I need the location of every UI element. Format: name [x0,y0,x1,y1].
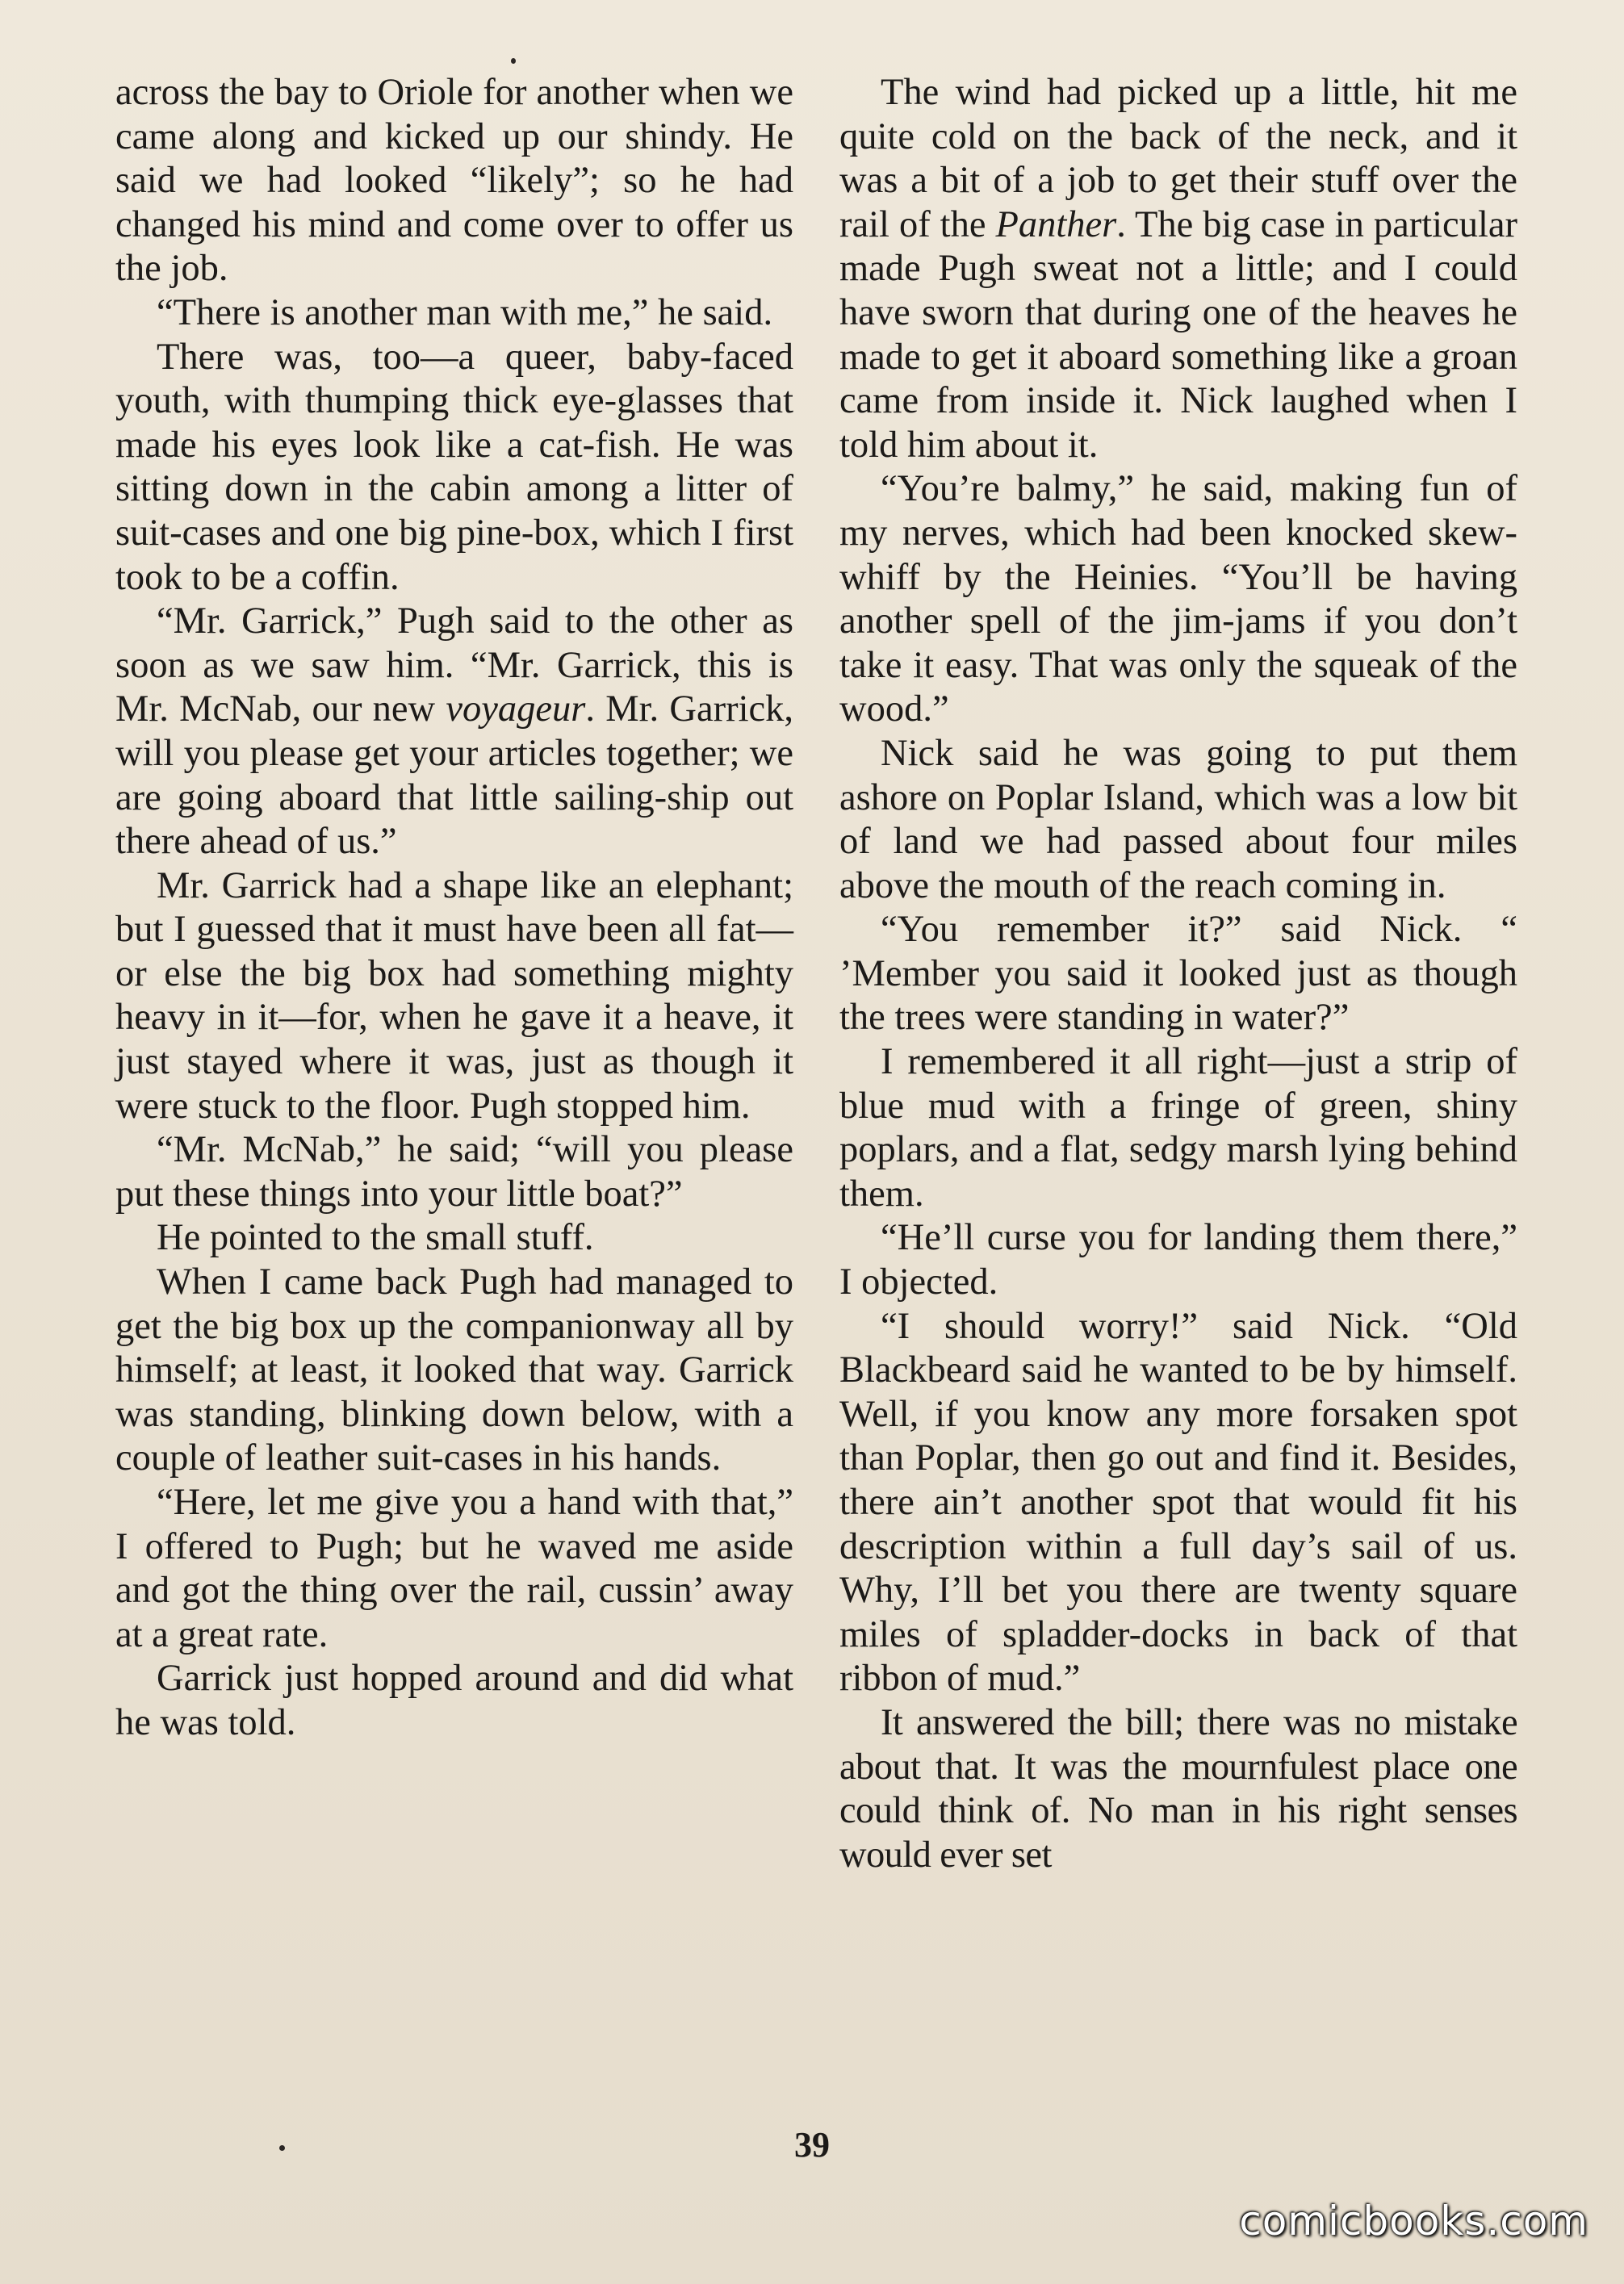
paragraph: He pointed to the small stuff. [157,1217,594,1259]
text-run: The wind had picked up a little, hit me quite cold on the back of the neck, and it was a bit of a job to get their stuff over the rail of the [839,72,1517,245]
paragraph [839,71,1517,467]
italic-word: voyageur [446,688,586,730]
paragraph: “There is another man with me,” he said. [157,291,773,333]
left-column [115,71,793,1746]
paragraph: I remembered it all right—just a strip of blue mud with a fringe of green, shiny poplars, and a flat, sedgy marsh lying behind them. [839,1041,1517,1215]
paragraph: Mr. Garrick had a shape like an elephant; but I guessed that it must have been all fat—or else the big box had something mighty heavy in it—for, when he gave it a heave, it just stayed where it was, just as though it were stuck to the floor. Pugh stopped him. [115,864,793,1127]
paragraph: “You’re balmy,” he said, making fun of my nerves, which had been knocked skew-whiff by the Heinies. “You’ll be having another spell of the jim-jams if you don’t take it easy. That was only the squeak of the wood.” [839,468,1517,730]
paragraph: “I should worry!” said Nick. “Old Blackbeard said he wanted to be by himself. Well, if you know any more forsaken spot than Poplar, then go out and find it. Besides, there ain’t another spot that would fit his description within a full day’s sail of us. Why, I’ll bet you there are twenty square miles of spladder-docks in back of that ribbon of mud.” [839,1305,1517,1700]
paragraph: There was, too—a queer, baby-faced youth, with thumping thick eye-glasses that made his eyes look like a cat-fish. He was sitting down in the cabin among a litter of suit-cases and one big pine-box, which I first took to be a coffin. [115,336,793,598]
paragraph: “He’ll curse you for landing them there,” I objected. [839,1217,1517,1303]
ink-speck-top [511,58,516,64]
paragraph: When I came back Pugh had managed to get the big box up the companionway all by himself; at least, it looked that way. Garrick was standing, blinking down below, with a couple of leather suit-cases in his hands. [115,1261,793,1479]
text-run: . Mr. Garrick, will you please get your articles together; we are going aboard that little sailing-ship out there ahead of us.” [115,688,793,863]
watermark: comicbooks.com [1239,2198,1588,2244]
text-run: . The big case in particular made Pugh sweat not a little; and I could have sworn that during one of the heaves he made to get it aboard something like a groan came from inside it. Nick laughed when I told him about it. [839,203,1517,466]
right-column [839,71,1517,1877]
paragraph: “Here, let me give you a hand with that,” I offered to Pugh; but he waved me aside and got the thing over the rail, cussin’ away at a great rate. [115,1482,793,1655]
paragraph: “Mr. McNab,” he said; “will you please put these things into your little boat?” [115,1129,793,1215]
paragraph [115,600,793,864]
paragraph: Nick said he was going to put them ashore on Poplar Island, which was a low bit of land we had passed about four miles above the mouth of the reach coming in. [839,732,1517,906]
paragraph: Garrick just hopped around and did what he was told. [115,1658,793,1743]
text-run: “Mr. Garrick,” Pugh said to the other as soon as we saw him. “Mr. Garrick, this is Mr. McNab, our new [115,600,793,730]
paragraph: It answered the bill; there was no mistake about that. It was the mournfulest place one could think of. No man in his right senses would ever set [839,1701,1517,1876]
paragraph: across the bay to Oriole for another when we came along and kicked up our shindy. He said we had looked “likely”; so he had changed his mind and come over to offer us the job. [115,72,793,290]
italic-word: Panther [995,203,1117,245]
page-number: 39 [794,2125,830,2165]
paragraph: “You remember it?” said Nick. “ ’Member you said it looked just as though the trees were standing in water?” [839,909,1517,1039]
